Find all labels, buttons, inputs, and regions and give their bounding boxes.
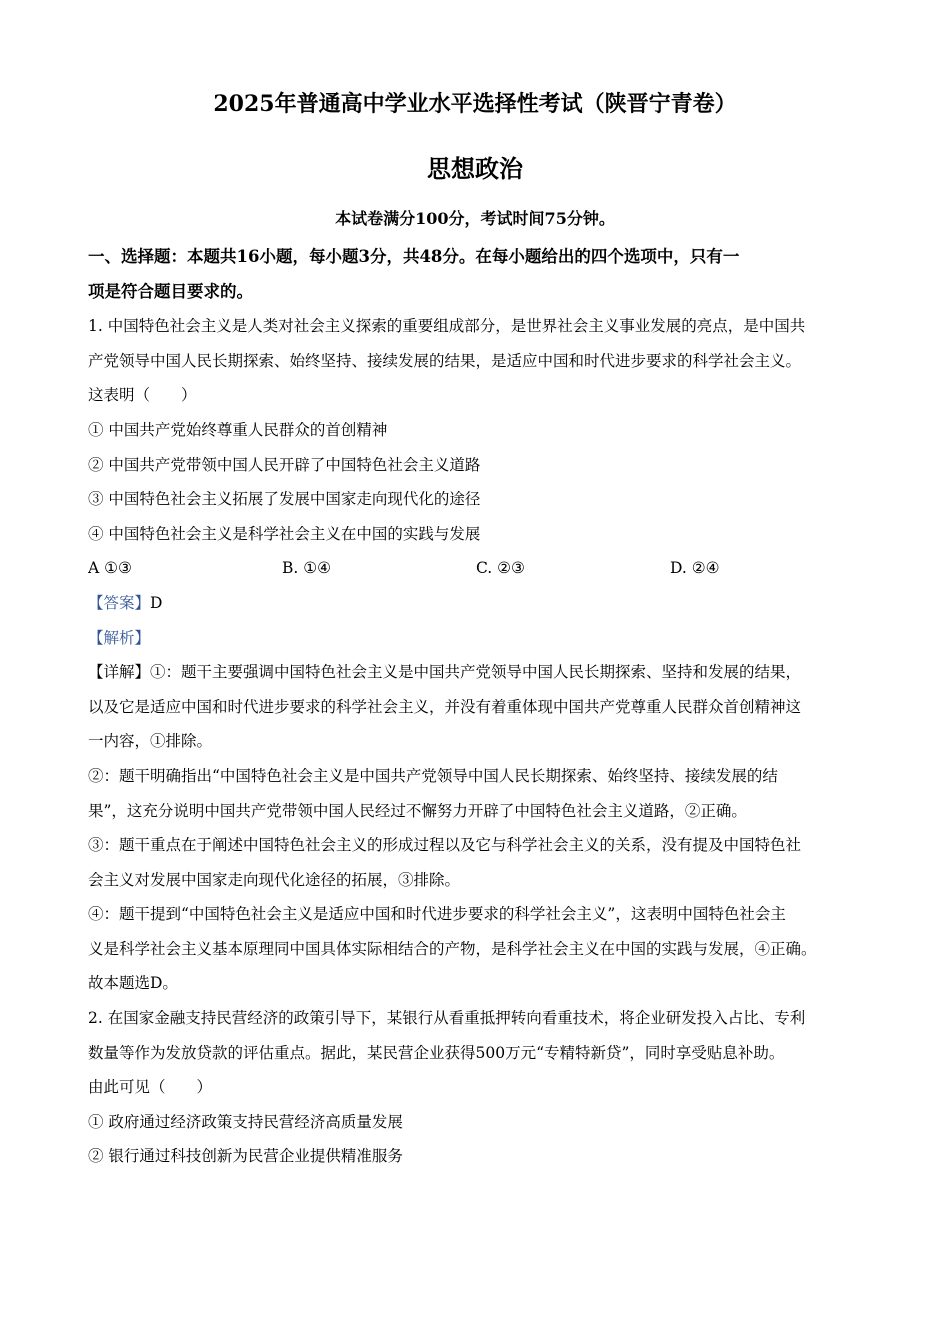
detail-text: ①：题干主要强调中国特色社会主义是中国共产党领导中国人民长期探索、坚持和发展的结果， <box>150 663 802 682</box>
q2-statement-2: ② 银行通过科技创新为民营企业提供精准服务 <box>88 1147 403 1166</box>
q1-detail-line6: ③：题干重点在于阐述中国特色社会主义的形成过程以及它与科学社会主义的关系，没有提及中国特色社 <box>88 836 802 855</box>
section-heading-line1: 一、选择题：本题共16小题，每小题3分，共48分。在每小题给出的四个选项中，只有一 <box>88 247 740 266</box>
question-1 <box>88 309 866 1001</box>
q1-option-d: D. ②④ <box>670 559 720 578</box>
q1-detail-line8: ④：题干提到“中国特色社会主义是适应中国和时代进步要求的科学社会主义”，这表明中国特色社会主 <box>88 905 786 924</box>
q1-option-b: B. ①④ <box>282 559 332 578</box>
q1-detail-line7: 会主义对发展中国家走向现代化途径的拓展，③排除。 <box>88 870 461 889</box>
q1-options <box>88 551 866 586</box>
exam-content <box>88 240 866 1174</box>
q1-analysis-tag: 【解析】 <box>88 628 151 647</box>
answer-tag: 【答案】 <box>88 593 151 612</box>
subject-title: 思想政治 <box>427 154 523 183</box>
section-heading-line2: 项是符合题目要求的。 <box>88 281 253 301</box>
q1-detail-line10: 故本题选D。 <box>88 974 178 993</box>
q2-stem-line3: 由此可见（ ） <box>88 1078 213 1097</box>
q1-detail-line4: ②：题干明确指出“中国特色社会主义是中国共产党领导中国人民长期探索、始终坚持、接续发展的结 <box>88 766 778 785</box>
answer-value: D <box>150 593 163 612</box>
q1-statement-2: ② 中国共产党带领中国人民开辟了中国特色社会主义道路 <box>88 455 481 474</box>
q1-statement-1: ① 中国共产党始终尊重人民群众的首创精神 <box>88 420 388 439</box>
q2-statement-1: ① 政府通过经济政策支持民营经济高质量发展 <box>88 1112 403 1131</box>
q1-answer <box>88 586 866 621</box>
q1-detail-line1 <box>88 655 866 690</box>
q2-stem-line2: 数量等作为发放贷款的评估重点。据此，某民营企业获得500万元“专精特新贷”，同时享受贴息补助。 <box>88 1043 785 1062</box>
exam-note: 本试卷满分100分，考试时间75分钟。 <box>335 209 615 228</box>
exam-title: 2025年普通高中学业水平选择性考试（陕晋宁青卷） <box>213 91 737 117</box>
question-2 <box>88 1001 866 1174</box>
q1-option-a: A ①③ <box>88 559 132 578</box>
detail-tag: 【详解】 <box>88 663 151 682</box>
q1-stem-line2: 产党领导中国人民长期探索、始终坚持、接续发展的结果，是适应中国和时代进步要求的科学社会主义。 <box>88 351 802 370</box>
q1-detail-line3: 一内容，①排除。 <box>88 732 213 751</box>
q1-option-c: C. ②③ <box>476 559 525 578</box>
q1-statement-4: ④ 中国特色社会主义是科学社会主义在中国的实践与发展 <box>88 524 481 543</box>
q1-stem-line3: 这表明（ ） <box>88 386 197 405</box>
q1-detail-line2: 以及它是适应中国和时代进步要求的科学社会主义，并没有着重体现中国共产党尊重人民群众首创精神这 <box>88 697 802 716</box>
q1-statement-3: ③ 中国特色社会主义拓展了发展中国家走向现代化的途径 <box>88 490 481 509</box>
q2-stem-line1: 2. 在国家金融支持民营经济的政策引导下，某银行从看重抵押转向看重技术，将企业研发投入占比、专利 <box>88 1009 806 1028</box>
q1-detail-line9: 义是科学社会主义基本原理同中国具体实际相结合的产物，是科学社会主义在中国的实践与发展，④正确。 <box>88 939 817 958</box>
q1-stem-line1: 1. 中国特色社会主义是人类对社会主义探索的重要组成部分，是世界社会主义事业发展的亮点，是中国共 <box>88 317 806 336</box>
q1-detail-line5: 果”，这充分说明中国共产党带领中国人民经过不懈努力开辟了中国特色社会主义道路，②正确。 <box>88 801 747 820</box>
